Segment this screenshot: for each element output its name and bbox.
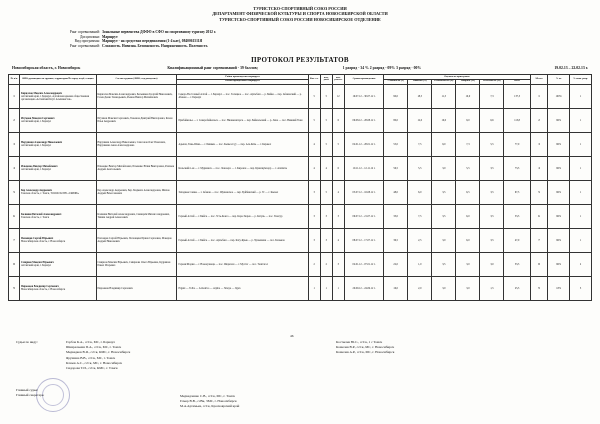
score-h: 9,0 xyxy=(456,108,480,132)
leader-cell xyxy=(19,204,96,228)
score-s: 48,0 xyxy=(384,180,408,204)
info-ranks: 1 разряд - 34 % 2 разряд - 09% 3 разряд - 00% xyxy=(342,66,422,70)
score-n: 1,0 xyxy=(408,252,432,276)
table-row xyxy=(9,276,592,300)
score-h: 6,0 xyxy=(456,228,480,252)
members-cell: Бер Александр Андреевич, Бер Людмила Александровна, Шихов Андрей Вячеславович xyxy=(96,180,177,204)
official-stamp-inner xyxy=(42,384,64,406)
leader-name: Нарушкин Александр Николаевич xyxy=(20,141,63,145)
dates-cell: 09.07.12 – 21.07.12 г. xyxy=(344,204,383,228)
row-number: 9 xyxy=(9,276,20,300)
score-b: 3,5 xyxy=(432,252,456,276)
col-pct: % от xyxy=(548,75,570,85)
score-b: 11,5 xyxy=(432,84,456,108)
pct-cell: 96% xyxy=(548,228,570,252)
meta-row: Вид программы: Маршрут - на средствах передвижения (1-4 кат), 0840061511Я xyxy=(74,39,203,44)
col-h: Напряж. (Н) xyxy=(456,79,480,84)
col-dates: Сроки прохождения xyxy=(344,75,383,85)
members-cell: Игумнов Максим Сергеевич, Тюканов Дмитрий Викторович, Кохан Илья Андреевич xyxy=(96,108,177,132)
col-b: Безопасность (B) xyxy=(432,79,456,84)
score-b: 3,0 xyxy=(432,276,456,300)
row-number: 2 xyxy=(9,108,20,132)
pct-cell: 96% xyxy=(548,252,570,276)
score-total: 73,5 xyxy=(504,156,530,180)
col-members: Состав группы (ФИО, год рождения) xyxy=(96,75,177,85)
row-number: 5 xyxy=(9,180,20,204)
chief-judge-label: Главный судья: xyxy=(16,388,38,392)
row-number: 4 xyxy=(9,156,20,180)
rank-cell: 1 xyxy=(570,156,592,180)
place-cell: 8 xyxy=(530,252,548,276)
score-total: 47,0 xyxy=(504,228,530,252)
team-origin: Томская область, г. Томск xyxy=(20,216,50,220)
leader-cell xyxy=(19,132,96,156)
rank-cell: 1 xyxy=(570,204,592,228)
competition-meta xyxy=(40,30,216,48)
rank-cell: 1 xyxy=(570,108,592,132)
leader-cell xyxy=(19,156,96,180)
leader-name: Пирожков Владимир Сергеевич xyxy=(20,285,59,289)
score-s: 36,5 xyxy=(384,228,408,252)
score-total: 25,5 xyxy=(504,276,530,300)
participants-cell: 5 xyxy=(332,132,344,156)
col-leader: ФИО руководителя группы, территория/№ город, клуб, секция xyxy=(19,75,96,85)
place-cell: 9 xyxy=(530,276,548,300)
days-cell: 1 xyxy=(320,276,332,300)
leader-name: Смирнов Максим Юрьевич xyxy=(20,261,54,265)
score-s: 55,0 xyxy=(384,132,408,156)
score-s: 80,0 xyxy=(384,108,408,132)
score-h: 6,0 xyxy=(456,204,480,228)
leader-name: Калинин Виталий Александрович xyxy=(20,213,62,217)
score-s: 33,0 xyxy=(384,204,408,228)
score-b: 3,5 xyxy=(432,180,456,204)
score-b: 3,0 xyxy=(432,156,456,180)
route-cell: Горная Шория — г. Новокузнецк — пос. Шерегеш — г. Мустаг — пос. Таштагол xyxy=(177,252,308,276)
meta-row: Дисциплина: Маршрут xyxy=(80,34,118,39)
score-n: 5,5 xyxy=(408,156,432,180)
judge-name: Клюев А.С., ссСк, МС, г. Новосибирск xyxy=(66,360,123,365)
results-body xyxy=(9,84,592,300)
score-n: 6,0 xyxy=(408,180,432,204)
col-place: Место xyxy=(530,75,548,85)
participants-cell: 1 xyxy=(332,276,344,300)
days-cell: 2 xyxy=(320,252,332,276)
route-cell: Прибайкалье — г. Северобайкальск — пос. Нижнеангарск — пер. Байкальский — р. Лена — пос. Нижний Уоян xyxy=(177,108,308,132)
participants-cell: 3 xyxy=(332,252,344,276)
judges-signatures xyxy=(16,340,496,371)
dates-cell: 20.09.12 – 24.09.12 г. xyxy=(344,276,383,300)
rank-cell: 1 xyxy=(570,180,592,204)
leader-name: Кириллов Максим Александрович xyxy=(20,91,62,95)
col-p: Полезность (П) xyxy=(480,79,504,84)
score-n: 12,0 xyxy=(408,108,432,132)
category-cell: 3 xyxy=(308,228,320,252)
table-row xyxy=(9,180,592,204)
table-row xyxy=(9,204,592,228)
score-b: 3,5 xyxy=(432,204,456,228)
competition-info xyxy=(12,66,588,70)
header-line-2: ДЕПАРТАМЕНТ ФИЗИЧЕСКОЙ КУЛЬТУРЫ И СПОРТА НОВОСИБИРСКОЙ ОБЛАСТИ xyxy=(212,11,388,17)
score-total: 77,0 xyxy=(504,132,530,156)
route-cell: Северо-Восточный Алтай — г. Барнаул — пос. Телецкое — пос. Артыбаш — р. Бийка — пер. Абаканский — р. Абакан — г. Барнаул xyxy=(177,84,308,108)
dates-cell: 02.01.12 – 28.01.12 г. xyxy=(344,132,383,156)
category-cell: 4 xyxy=(308,156,320,180)
col-cat: Кат. сл. xyxy=(308,75,320,85)
col-days: кол. дней xyxy=(320,75,332,85)
dates-cell: 05.07.12 – 16.08.12 г. xyxy=(344,180,383,204)
page-number: 46 xyxy=(290,334,294,338)
table-row xyxy=(9,228,592,252)
route-cell: Горный Алтай — г. Бийск — пос. Артыбаш — пер. Кату-Ярык — р. Чулышман — пос. Балыкча xyxy=(177,228,308,252)
place-cell: 7 xyxy=(530,228,548,252)
participants-cell: 3 xyxy=(332,204,344,228)
place-cell: 1 xyxy=(530,84,548,108)
place-cell: 3 xyxy=(530,132,548,156)
meta-row: Ранг соревнований: Сложность. Новизна. Безопасность. Напряженность. Полезность xyxy=(69,43,208,48)
row-number: 6 xyxy=(9,204,20,228)
place-cell: 4 xyxy=(530,156,548,180)
info-place: Новосибирская область, г. Новосибирск xyxy=(12,66,81,70)
results-table xyxy=(8,74,592,301)
document-header xyxy=(10,6,590,22)
members-cell: Поповцев Сергей Юрьевич, Поповцева Ирина Сергеевна, Макаров Андрей Николаевич xyxy=(96,228,177,252)
members-cell: Калинин Виталий Александрович, Свинарёв Михаил Андреевич, Тишин Андрей Алексеевич xyxy=(96,204,177,228)
team-origin: Алтайский край, г. Барнаул xyxy=(20,120,51,124)
dates-cell: 09.08.12 – 28.08.12 г. xyxy=(344,108,383,132)
participants-cell: 6 xyxy=(332,108,344,132)
score-p: 3,5 xyxy=(480,204,504,228)
rank-cell: 1 xyxy=(570,84,592,108)
chief-secretary-label: Главный секретарь: xyxy=(16,393,45,397)
score-n: 2,5 xyxy=(408,228,432,252)
place-cell: 5 xyxy=(530,180,548,204)
score-p: 5,5 xyxy=(480,132,504,156)
header-line-3: ТУРИСТСКО-СПОРТИВНЫЙ СОЮЗ РОССИИ НОВОСИБИРСКОЕ ОТДЕЛЕНИЕ xyxy=(219,16,381,22)
category-cell: 5 xyxy=(308,84,320,108)
category-cell: 1 xyxy=(308,276,320,300)
score-h: 3,0 xyxy=(456,276,480,300)
team-origin: Томская область, г. Томск, ТОООО КЛУБ «СКИФЬ» xyxy=(20,192,80,196)
score-h: 3,0 xyxy=(456,252,480,276)
leader-cell xyxy=(19,276,96,300)
leader-name: Ильченко Виктор Михайлович xyxy=(20,165,58,169)
score-p: 1,5 xyxy=(480,276,504,300)
pct-cell: 96% xyxy=(548,132,570,156)
judge-name: Медведков В.Я., ссСк, КМС, г. Новосибирск xyxy=(66,350,131,355)
leader-name: Поповцев Сергей Юрьевич xyxy=(20,237,54,241)
dates-cell: 19.07.12 – 30.07.12 г. xyxy=(344,84,383,108)
score-total: 53,5 xyxy=(504,204,530,228)
score-p: 3,5 xyxy=(480,180,504,204)
score-b: 3,0 xyxy=(432,228,456,252)
leader-cell xyxy=(19,252,96,276)
dates-cell: 02.01.12 – 07.01.12 г. xyxy=(344,252,383,276)
table-row xyxy=(9,132,592,156)
days-cell: 5 xyxy=(320,180,332,204)
members-cell: Кириллов Максим Александрович, Бельников Георгий Николаевич, Голев Денис Геннадьевич, Рыжов Виктор Михайлович xyxy=(96,84,177,108)
official-name: М.А.Артемьев, ссСк, Красноярский край xyxy=(180,404,240,408)
category-cell: 2 xyxy=(308,252,320,276)
days-cell: 3 xyxy=(320,228,332,252)
score-h: 7,3 xyxy=(456,132,480,156)
score-total: 33,5 xyxy=(504,252,530,276)
score-p: 6,6 xyxy=(480,108,504,132)
members-cell: Смирнов Максим Юрьевич, Смирнова Ольга Юрьевна, Кудряшов Павел Игоревич xyxy=(96,252,177,276)
col-criteria-group: Оценка по критериям xyxy=(384,75,531,80)
days-cell: 5 xyxy=(320,132,332,156)
pct-cell: 100% xyxy=(548,84,570,108)
route-cell: Кольский п-ов — г. Мурманск — пос. Ловозеро — г. Кировск — пер. Кукисвумчорр — г. Апатиты xyxy=(177,156,308,180)
official-name: Медведченко С.В., ссСк, МС, г. Томск xyxy=(180,394,235,398)
dates-cell: 08.07.12 – 17.07.12 г. xyxy=(344,228,383,252)
judge-name: Ярушина В.В., ссСк, МС, г. Томск xyxy=(66,355,116,360)
rank-cell: 1 xyxy=(570,132,592,156)
days-cell: 3 xyxy=(320,204,332,228)
team-origin: Новосибирская область, г. Новосибирск xyxy=(20,288,66,292)
leader-cell xyxy=(19,84,96,108)
category-cell: 4 xyxy=(308,132,320,156)
score-total: 67,5 xyxy=(504,180,530,204)
members-cell: Ильченко Виктор Михайлович, Ильченко Юлия Викторовна, Рамзаев Андрей Анатольевич xyxy=(96,156,177,180)
route-cell: Горный Алтай — г. Бийск — пос. Усть-Кокса — пер. Кара-Тюрек — р. Катунь — пос. Тюнгур xyxy=(177,204,308,228)
team-origin: Новосибирская область, г. Новосибирск xyxy=(20,240,66,244)
leader-name: Бер Александр Андреевич xyxy=(20,189,52,193)
score-p: 3,0 xyxy=(480,252,504,276)
rank-cell: 1 xyxy=(570,228,592,252)
score-h: 6,5 xyxy=(456,180,480,204)
score-p: 3,5 xyxy=(480,228,504,252)
score-p: 7,3 xyxy=(480,84,504,108)
score-h: 5,5 xyxy=(456,156,480,180)
score-s: 56,5 xyxy=(384,156,408,180)
col-route: Нитка пройденного маршрута xyxy=(177,79,308,84)
col-route-group: Район прохождения маршрута xyxy=(177,75,308,80)
category-cell: 3 xyxy=(308,204,320,228)
judge-name: Горбов К.А., ссСк, МС, г. Барнаул xyxy=(66,340,115,344)
days-cell: 5 xyxy=(320,108,332,132)
score-b: 10,0 xyxy=(432,108,456,132)
pct-cell: 96% xyxy=(548,204,570,228)
score-n: 7,5 xyxy=(408,132,432,156)
col-total: Итог xyxy=(504,79,530,84)
pct-cell: 18% xyxy=(548,276,570,300)
col-no: № п/п xyxy=(9,75,20,85)
score-s: 90,0 xyxy=(384,84,408,108)
score-n: 7,5 xyxy=(408,204,432,228)
row-number: 8 xyxy=(9,252,20,276)
score-p: 3,5 xyxy=(480,156,504,180)
route-cell: Западные Саяны — г. Абакан — пос. Шушенское — пер. Буйбинский — р. Ус — г. Кызыл xyxy=(177,180,308,204)
score-total: 113,8 xyxy=(504,108,530,132)
members-cell: Нарушкин Александр Николаевич, Самсонов Олег Павлович, Нарушкина Анна Александровна xyxy=(96,132,177,156)
col-s: Сложность (S) xyxy=(384,79,408,84)
col-n: Новизна (N) xyxy=(408,79,432,84)
route-cell: Адыгея, Тянь-Шань — г. Бишкек — пос. Кызыл-Суу — пер. Ала-Кёль — г. Каракол xyxy=(177,132,308,156)
col-count: кол. участн. xyxy=(332,75,344,85)
pct-cell: 96% xyxy=(548,108,570,132)
leader-cell xyxy=(19,228,96,252)
members-cell: Пирожков Владимир Сергеевич xyxy=(96,276,177,300)
pct-cell: 96% xyxy=(548,180,570,204)
judges-label: Судьи по виду: xyxy=(16,340,38,344)
info-dates: 19.02.13 – 22.02.13 г. xyxy=(554,66,588,70)
col-rank: % вып. разр. xyxy=(570,75,592,85)
table-row xyxy=(9,84,592,108)
judge-name: Костылев Ю.С., ссСк, 1 с Томск xyxy=(336,340,383,344)
judge-name: Кошелев В.Р., ссСк, МС, г. Новосибирск xyxy=(336,345,395,350)
team-origin: Алтайский край, г. Барнаул xyxy=(20,144,51,148)
leader-cell xyxy=(19,180,96,204)
score-s: 16,0 xyxy=(384,276,408,300)
days-cell: 4 xyxy=(320,156,332,180)
judge-name: Сидорова Т.И., ссСк, КМС, г. Томск xyxy=(66,366,118,371)
place-cell: 2 xyxy=(530,108,548,132)
score-s: 22,0 xyxy=(384,252,408,276)
row-number: 7 xyxy=(9,228,20,252)
category-cell: 5 xyxy=(308,108,320,132)
days-cell: 5 xyxy=(320,84,332,108)
team-origin: Алтайский край, г. Барнаул xyxy=(20,168,51,172)
route-cell: Ergaki — Tolbo — Lebedevo — Arjaba — Sinaya — Jigan xyxy=(177,276,308,300)
chief-signatures xyxy=(16,388,44,398)
protocol-title: ПРОТОКОЛ РЕЗУЛЬТАТОВ xyxy=(251,56,349,64)
participants-cell: 6 xyxy=(332,156,344,180)
leader-cell xyxy=(19,108,96,132)
team-origin: Алтайский край, г. Барнаул xyxy=(20,264,51,268)
official-name: Гомер В.В., ссВк, ЗМС, г. Новосибирск xyxy=(180,399,237,403)
table-row xyxy=(9,156,592,180)
team-origin: Алтайский край, г. Барнаул, Алтайская краевая общественная организация «Алтайский Клуб Альпинистов» xyxy=(20,94,90,101)
score-total: 137,3 xyxy=(504,84,530,108)
header-line-1: ТУРИСТСКО-СПОРТИВНЫЙ СОЮЗ РОССИИ xyxy=(253,6,347,11)
score-n: 2,0 xyxy=(408,276,432,300)
participants-cell: 12 xyxy=(332,84,344,108)
category-cell: 3 xyxy=(308,180,320,204)
participants-cell: 4 xyxy=(332,180,344,204)
judge-name: Шнирельман П.А., ссСк, МС, г. Томск xyxy=(66,345,122,350)
info-qualification: Квалификационный ранг соревнований - 39 баллов; xyxy=(167,66,258,70)
judge-name: Кошелев А.Р., ссСк, МС, г. Новосибирск xyxy=(336,350,395,355)
chief-officials xyxy=(180,394,239,409)
leader-name: Игумнов Максим Сергеевич xyxy=(20,117,55,121)
dates-cell: 10.11.12 – 12.11.12 г. xyxy=(344,156,383,180)
place-cell: 6 xyxy=(530,204,548,228)
table-row xyxy=(9,252,592,276)
table-row xyxy=(9,108,592,132)
rank-cell: 2 xyxy=(570,252,592,276)
pct-cell: 96% xyxy=(548,156,570,180)
score-h: 10,0 xyxy=(456,84,480,108)
score-n: 18,5 xyxy=(408,84,432,108)
row-number: 1 xyxy=(9,84,20,108)
rank-cell: 3 xyxy=(570,276,592,300)
row-number: 3 xyxy=(9,132,20,156)
score-b: 9,0 xyxy=(432,132,456,156)
participants-cell: 4 xyxy=(332,228,344,252)
meta-row: Ранг соревнований: Зональные первенства ДФФО в СФО по спортивному туризму 2012 г. xyxy=(69,30,216,34)
